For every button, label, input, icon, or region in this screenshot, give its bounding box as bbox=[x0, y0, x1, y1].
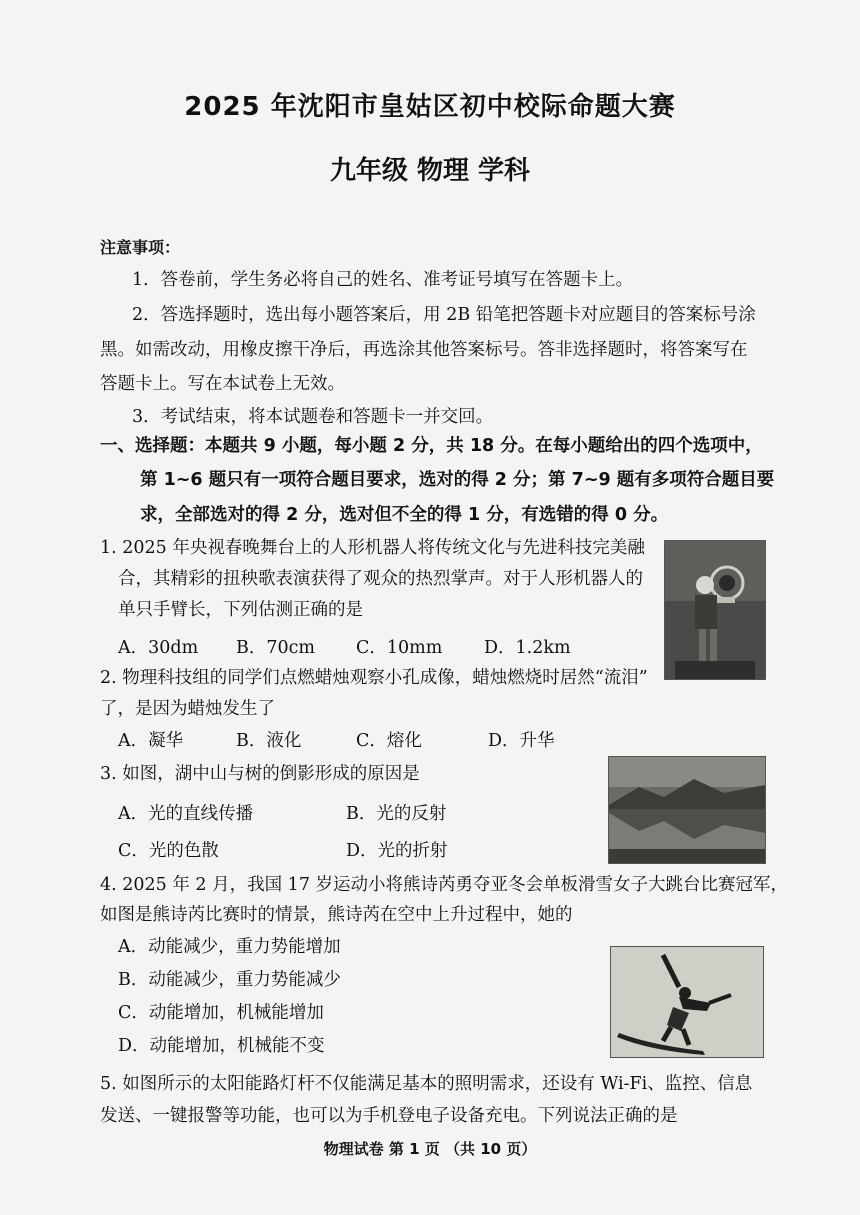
q5-stem-line-2: 发送、一键报警等功能，也可以为手机登电子设备充电。下列说法正确的是 bbox=[100, 1106, 678, 1126]
notice-item-3: 3．考试结束，将本试题卷和答题卡一并交回。 bbox=[132, 407, 494, 427]
q4-option-d: D．动能增加，机械能不变 bbox=[118, 1036, 325, 1056]
q2-option-b: B．液化 bbox=[236, 731, 302, 751]
q2-option-d: D．升华 bbox=[488, 731, 555, 751]
q4-option-b: B．动能减少，重力势能减少 bbox=[118, 970, 341, 990]
notice-item-1: 1．答卷前，学生务必将自己的姓名、准考证号填写在答题卡上。 bbox=[132, 270, 634, 290]
q1-option-b: B．70cm bbox=[236, 638, 316, 658]
lake-reflection-photo bbox=[608, 756, 766, 864]
q1-stem-line-1: 1. 2025 年央视春晚舞台上的人形机器人将传统文化与先进科技完美融 bbox=[100, 538, 645, 558]
q1-stem-line-2: 合，其精彩的扭秧歌表演获得了观众的热烈掌声。对于人形机器人的 bbox=[118, 569, 643, 589]
q3-option-d: D．光的折射 bbox=[346, 841, 448, 861]
q3-option-c: C．光的色散 bbox=[118, 841, 219, 861]
q1-option-a: A．30dm bbox=[118, 638, 199, 658]
q5-stem-line-1: 5. 如图所示的太阳能路灯杆不仅能满足基本的照明需求，还设有 Wi-Fi、监控、信息 bbox=[100, 1074, 753, 1094]
q4-option-c: C．动能增加，机械能增加 bbox=[118, 1003, 324, 1023]
q1-option-d: D．1.2km bbox=[484, 638, 571, 658]
q4-stem-line-2: 如图是熊诗芮比赛时的情景，熊诗芮在空中上升过程中，她的 bbox=[100, 905, 573, 925]
section-1-line-1: 一、选择题：本题共 9 小题，每小题 2 分，共 18 分。在每小题给出的四个选项中， bbox=[100, 436, 763, 456]
notice-item-2-line-1: 2．答选择题时，选出每小题答案后，用 2B 铅笔把答题卡对应题目的答案标号涂 bbox=[132, 305, 756, 325]
q3-option-a: A．光的直线传播 bbox=[118, 804, 254, 824]
q4-stem-line-1: 4. 2025 年 2 月，我国 17 岁运动小将熊诗芮勇夺亚冬会单板滑雪女子大跳台比赛冠军， bbox=[100, 875, 789, 895]
page-footer: 物理试卷 第 1 页 （共 10 页） bbox=[323, 1140, 537, 1158]
notice-item-2-line-3: 答题卡上。写在本试卷上无效。 bbox=[100, 374, 345, 394]
q2-option-c: C．熔化 bbox=[356, 731, 422, 751]
notice-item-2-line-2: 黑。如需改动，用橡皮擦干净后，再选涂其他答案标号。答非选择题时，将答案写在 bbox=[100, 340, 748, 360]
robot-photo bbox=[664, 540, 766, 680]
section-1-line-3: 求，全部选对的得 2 分，选对但不全的得 1 分，有选错的得 0 分。 bbox=[140, 505, 669, 525]
q2-stem-line-2: 了，是因为蜡烛发生了 bbox=[100, 699, 275, 719]
exam-subtitle: 九年级 物理 学科 bbox=[329, 156, 531, 186]
q2-stem-line-1: 2. 物理科技组的同学们点燃蜡烛观察小孔成像，蜡烛燃烧时居然“流泪” bbox=[100, 668, 648, 688]
q2-option-a: A．凝华 bbox=[118, 731, 184, 751]
q1-stem-line-3: 单只手臂长，下列估测正确的是 bbox=[118, 600, 363, 620]
snowboarder-photo bbox=[610, 946, 764, 1058]
notice-heading: 注意事项： bbox=[100, 238, 181, 257]
exam-title: 2025 年沈阳市皇姑区初中校际命题大赛 bbox=[184, 92, 676, 122]
q3-option-b: B．光的反射 bbox=[346, 804, 447, 824]
q3-stem: 3. 如图，湖中山与树的倒影形成的原因是 bbox=[100, 764, 420, 784]
section-1-line-2: 第 1~6 题只有一项符合题目要求，选对的得 2 分；第 7~9 题有多项符合题目要 bbox=[140, 470, 775, 490]
q4-option-a: A．动能减少，重力势能增加 bbox=[118, 937, 341, 957]
q1-option-c: C．10mm bbox=[356, 638, 443, 658]
